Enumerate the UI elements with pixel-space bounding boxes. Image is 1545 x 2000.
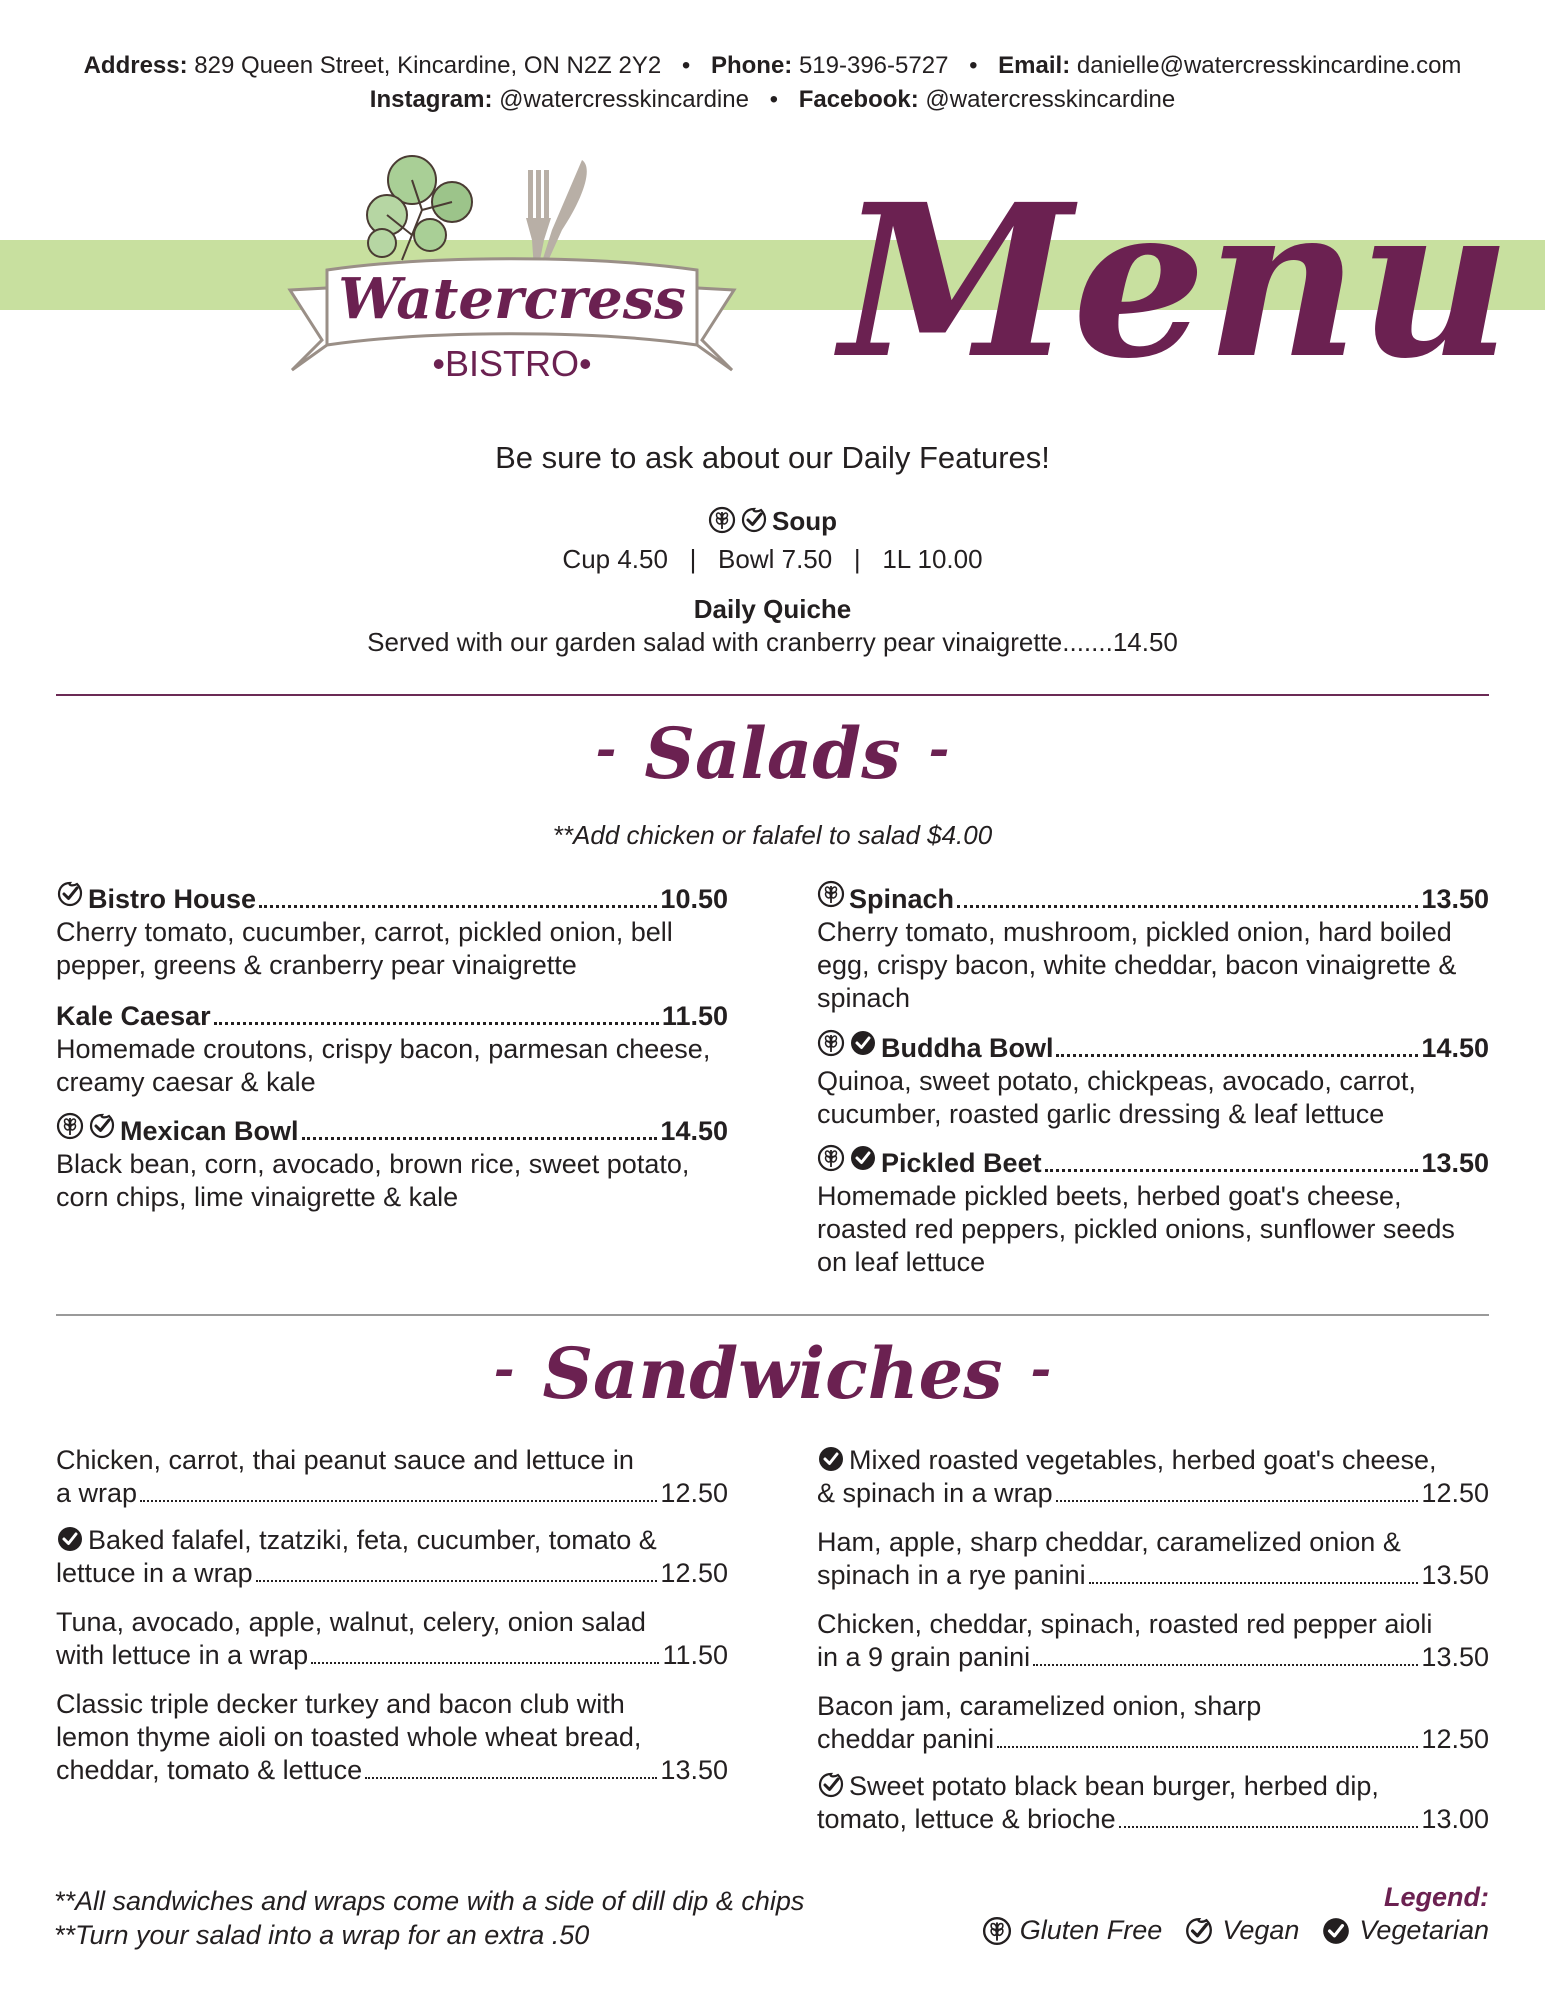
item-price: 14.50: [1421, 1033, 1489, 1063]
item-price: 13.50: [660, 1755, 728, 1785]
leader-dots: [1045, 1169, 1419, 1172]
item-name: Pickled Beet: [881, 1148, 1042, 1178]
leader-dots: [259, 905, 657, 908]
leader-dots: [1089, 1582, 1419, 1584]
item-name: Bistro House: [88, 884, 257, 914]
vegetarian-icon: [849, 1029, 877, 1057]
sandwich-item: [56, 1606, 728, 1672]
item-name: Mexican Bowl: [120, 1116, 299, 1146]
item-name: Kale Caesar: [56, 1001, 211, 1031]
leader-dots: [214, 1022, 659, 1025]
sandwich-item: [817, 1526, 1489, 1592]
salad-item: [56, 880, 728, 982]
item-name: Spinach: [849, 884, 955, 914]
item-description: Cherry tomato, cucumber, carrot, pickled onion, bell pepper, greens & cranberry pear vinaigrette: [56, 917, 673, 980]
sandwiches-title: Sandwiches: [542, 1332, 1003, 1415]
legend-vegan: [1184, 1915, 1299, 1946]
title-dash: -: [928, 719, 950, 778]
vegetarian-icon: [849, 1144, 877, 1172]
leader-dots: [365, 1777, 657, 1779]
soup-name: Soup: [772, 506, 837, 536]
sandwich-item: [817, 1444, 1489, 1510]
vegan-icon: [1184, 1916, 1214, 1946]
item-description-end: cheddar, tomato & lettuce: [56, 1755, 363, 1785]
watercress-leaves-icon: [367, 156, 472, 260]
legend-label: Vegetarian: [1359, 1915, 1489, 1945]
leader-dots: [256, 1580, 658, 1582]
address-label: Address:: [83, 52, 188, 79]
item-description: Ham, apple, sharp cheddar, caramelized onion &: [817, 1527, 1401, 1557]
sandwiches-heading: [0, 1332, 1545, 1415]
item-price: 12.50: [660, 1478, 728, 1508]
sandwich-item: [817, 1608, 1489, 1674]
leader-dots: [302, 1137, 658, 1140]
fork-knife-icon: [526, 160, 587, 270]
leader-dots: [140, 1500, 657, 1502]
item-price: 13.00: [1421, 1804, 1489, 1834]
gluten-free-icon: [817, 1144, 845, 1172]
sandwich-item: [56, 1688, 728, 1787]
item-description: Mixed roasted vegetables, herbed goat's cheese,: [849, 1445, 1437, 1475]
email-label: Email:: [998, 52, 1071, 79]
facebook-handle[interactable]: @watercresskincardine: [925, 86, 1176, 113]
soup-heading: [0, 506, 1545, 537]
sandwich-item: [817, 1770, 1489, 1836]
gluten-free-icon: [982, 1916, 1012, 1946]
legend-title: Legend:: [1384, 1882, 1489, 1912]
item-description-end: a wrap: [56, 1478, 138, 1508]
item-description: Black bean, corn, avocado, brown rice, sweet potato, corn chips, lime vinaigrette & kale: [56, 1149, 690, 1212]
title-dash: -: [1030, 1339, 1052, 1398]
quiche-description: Served with our garden salad with cranberry pear vinaigrette.......14.50: [367, 627, 1178, 657]
item-price: 12.50: [660, 1558, 728, 1588]
item-description-end: tomato, lettuce & brioche: [817, 1804, 1116, 1834]
item-description-2: lemon thyme aioli on toasted whole wheat bread,: [56, 1722, 642, 1752]
gluten-free-icon: [817, 1029, 845, 1057]
item-name: Buddha Bowl: [881, 1033, 1054, 1063]
divider: [56, 694, 1489, 696]
item-price: 14.50: [660, 1116, 728, 1146]
item-description-end: & spinach in a wrap: [817, 1478, 1053, 1508]
leader-dots: [311, 1662, 659, 1664]
item-price: 11.50: [662, 1640, 728, 1670]
leader-dots: [1119, 1826, 1419, 1828]
divider: [56, 1314, 1489, 1316]
separator: •: [681, 52, 691, 79]
item-description-end: spinach in a rye panini: [817, 1560, 1086, 1590]
item-price: 13.50: [1421, 1148, 1489, 1178]
item-description: Baked falafel, tzatziki, feta, cucumber, tomato &: [88, 1525, 657, 1555]
leader-dots: [1056, 1500, 1419, 1502]
salad-addon-note: **Add chicken or falafel to salad $4.00: [552, 820, 993, 850]
footnote-sides: **All sandwiches and wraps come with a side of dill dip & chips: [54, 1886, 805, 1916]
separator: •: [769, 86, 779, 113]
sandwich-item: [817, 1690, 1489, 1756]
legend-vegetarian: [1321, 1915, 1489, 1946]
contact-line-2: [0, 86, 1545, 114]
menu-title: [830, 140, 1512, 410]
gluten-free-icon: [817, 880, 845, 908]
contact-line-1: [0, 52, 1545, 80]
soup-prices: Cup 4.50 | Bowl 7.50 | 1L 10.00: [562, 544, 983, 574]
title-dash: -: [493, 1339, 515, 1398]
menu-title-text: Menu: [840, 158, 1512, 405]
legend: [960, 1915, 1489, 1946]
daily-features-heading: Be sure to ask about our Daily Features!: [495, 440, 1050, 475]
leader-dots: [997, 1746, 1418, 1748]
vegan-icon: [740, 506, 768, 534]
vegetarian-icon: [1321, 1916, 1351, 1946]
item-description: Cherry tomato, mushroom, pickled onion, hard boiled egg, crispy bacon, white cheddar, bacon vinaigrette & spinach: [817, 917, 1457, 1013]
sandwich-item: [56, 1444, 728, 1510]
item-description: Classic triple decker turkey and bacon club with: [56, 1689, 625, 1719]
salads-title: Salads: [644, 712, 901, 795]
item-price: 11.50: [661, 1001, 728, 1031]
instagram-label: Instagram:: [369, 86, 493, 113]
address: 829 Queen Street, Kincardine, ON N2Z 2Y2: [194, 52, 662, 79]
item-price: 13.50: [1421, 1560, 1489, 1590]
separator: •: [969, 52, 978, 79]
phone-label: Phone:: [710, 52, 793, 79]
item-price: 13.50: [1421, 884, 1489, 914]
leader-dots: [957, 905, 1418, 908]
item-description-end: cheddar panini: [817, 1724, 995, 1754]
vegetarian-icon: [56, 1525, 84, 1553]
vegan-icon: [817, 1771, 845, 1799]
quiche-name: Daily Quiche: [693, 594, 852, 624]
salads-heading: [0, 712, 1545, 795]
email[interactable]: danielle@watercresskincardine.com: [1076, 52, 1462, 79]
item-price: 10.50: [660, 884, 728, 914]
item-description: Chicken, cheddar, spinach, roasted red pepper aioli: [817, 1609, 1433, 1639]
leader-dots: [1033, 1664, 1418, 1666]
phone[interactable]: 519-396-5727: [798, 52, 949, 79]
gluten-free-icon: [708, 506, 736, 534]
sandwich-item: [56, 1524, 728, 1590]
title-dash: -: [595, 719, 617, 778]
salad-item: [56, 1112, 728, 1214]
item-description: Chicken, carrot, thai peanut sauce and lettuce in: [56, 1445, 634, 1475]
logo-subtitle: •BISTRO•: [432, 343, 592, 384]
salad-item: [817, 1029, 1489, 1131]
salad-item: [56, 1000, 728, 1099]
facebook-label: Facebook:: [798, 86, 919, 113]
item-price: 13.50: [1421, 1642, 1489, 1672]
vegetarian-icon: [817, 1445, 845, 1473]
item-description-end: lettuce in a wrap: [56, 1558, 253, 1588]
instagram-handle[interactable]: @watercresskincardine: [499, 86, 749, 113]
item-price: 12.50: [1421, 1724, 1489, 1754]
salad-item: [817, 880, 1489, 1015]
vegan-icon: [88, 1112, 116, 1140]
item-description: Quinoa, sweet potato, chickpeas, avocado, carrot, cucumber, roasted garlic dressing & leaf lettuce: [817, 1066, 1416, 1129]
item-description: Homemade croutons, crispy bacon, parmesan cheese, creamy caesar & kale: [56, 1034, 711, 1097]
legend-label: Vegan: [1222, 1915, 1300, 1945]
item-description: Bacon jam, caramelized onion, sharp: [817, 1691, 1262, 1721]
footnote-wrap: **Turn your salad into a wrap for an extra .50: [54, 1920, 590, 1950]
item-description-end: with lettuce in a wrap: [56, 1640, 309, 1670]
gluten-free-icon: [56, 1112, 84, 1140]
legend-label: Gluten Free: [1019, 1915, 1163, 1945]
item-description: Tuna, avocado, apple, walnut, celery, onion salad: [56, 1607, 646, 1637]
item-description: Homemade pickled beets, herbed goat's cheese, roasted red peppers, pickled onions, sunflower seeds on leaf lettuce: [817, 1181, 1455, 1277]
salad-item: [817, 1144, 1489, 1279]
logo-name: Watercress: [338, 266, 686, 332]
item-description-end: in a 9 grain panini: [817, 1642, 1031, 1672]
legend-gluten-free: [982, 1915, 1163, 1946]
item-description: Sweet potato black bean burger, herbed dip,: [849, 1771, 1379, 1801]
item-price: 12.50: [1421, 1478, 1489, 1508]
vegan-icon: [56, 880, 84, 908]
watercress-logo: [282, 140, 742, 390]
leader-dots: [1056, 1054, 1418, 1057]
